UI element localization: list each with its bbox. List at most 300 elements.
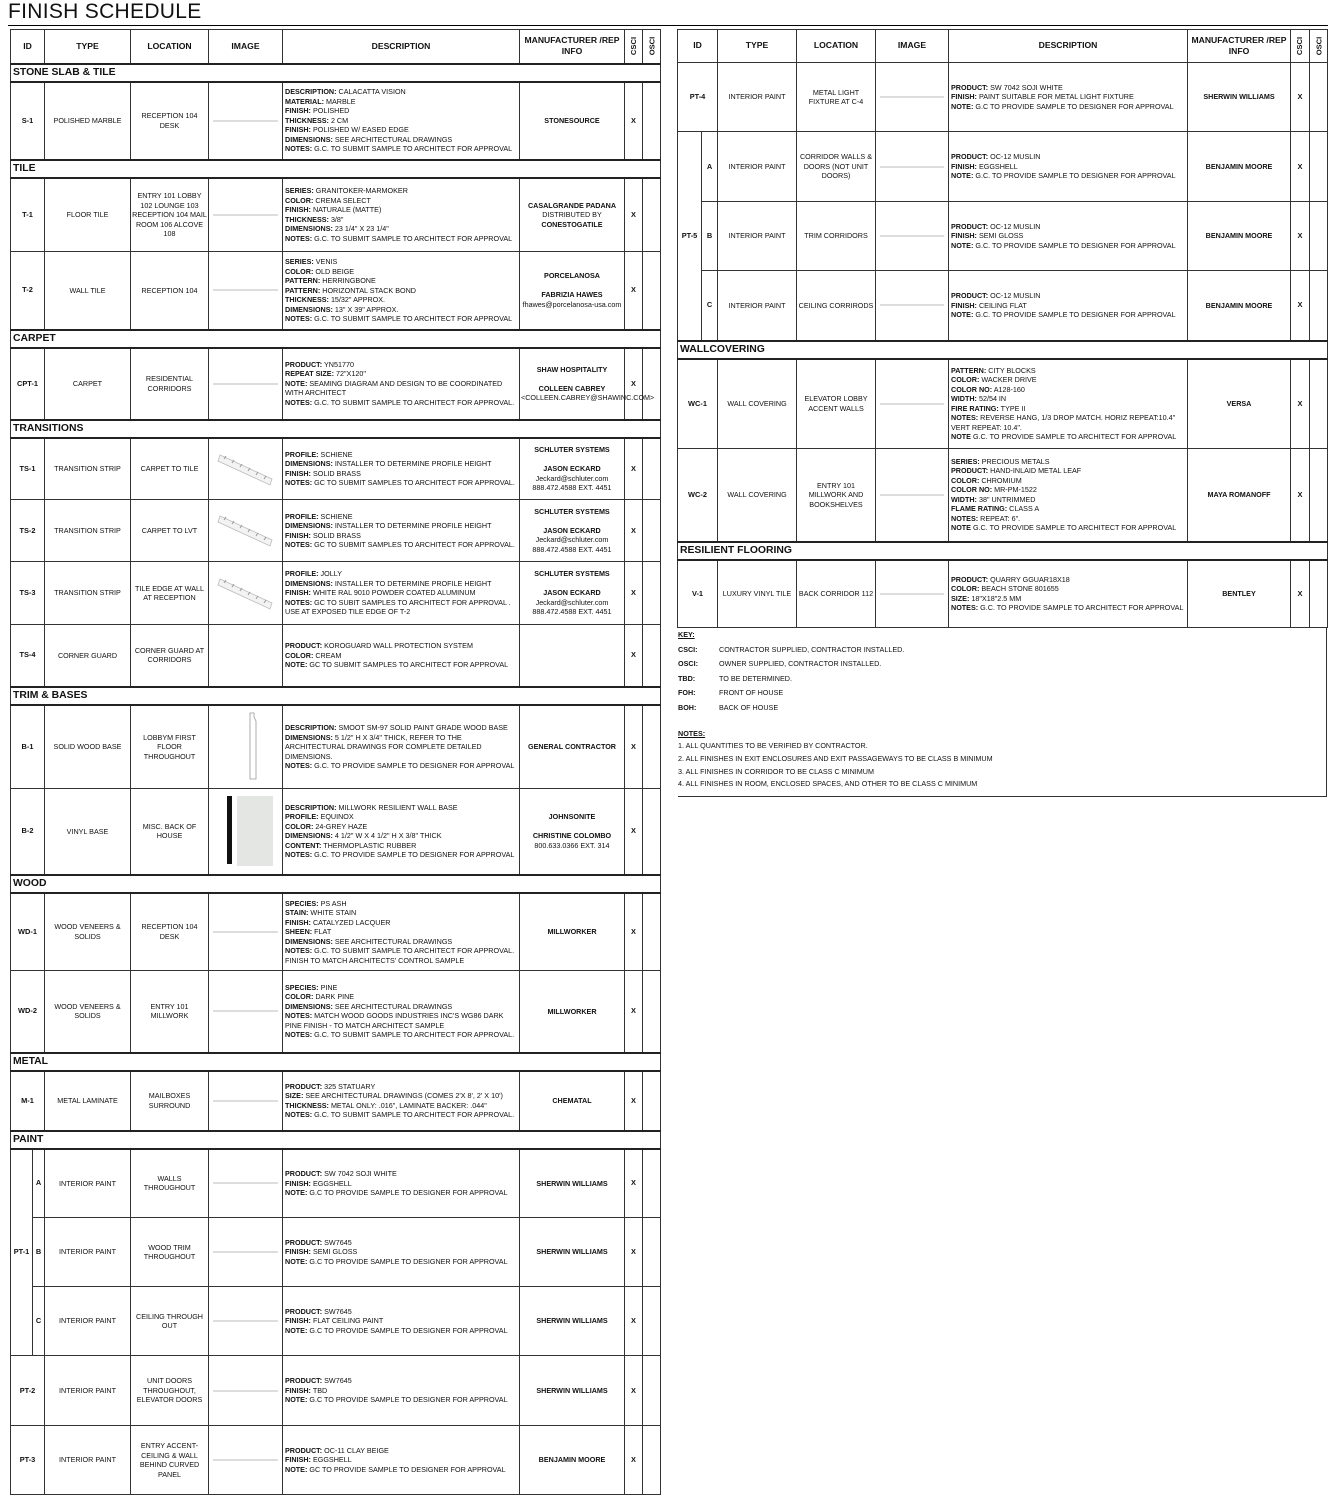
description-key: WIDTH: — [951, 394, 977, 404]
description-key: FINISH: — [285, 1385, 311, 1395]
table-row — [11, 178, 661, 252]
description-line — [285, 512, 518, 522]
description-value: SW7645 — [324, 1306, 352, 1316]
row-osci — [643, 1287, 661, 1356]
description-value: G.C. TO PROVIDE SAMPLE TO DESIGNER FOR APPROVAL — [975, 171, 1176, 181]
description-line — [285, 1101, 518, 1111]
row-type: INTERIOR PAINT — [45, 1356, 131, 1426]
description-value: 4 1/2" W X 4 1/2" H X 3/8" THICK — [334, 831, 442, 841]
description-key: DESCRIPTION: — [285, 87, 337, 97]
row-image — [209, 562, 283, 625]
page-title: FINISH SCHEDULE — [8, 0, 202, 23]
description-value: WACKER DRIVE — [981, 375, 1037, 385]
row-csci: X — [625, 893, 643, 971]
description-value: G.C TO PROVIDE SAMPLE TO DESIGNER FOR APPROVAL — [309, 1325, 508, 1335]
description-value: CHROMIUM — [981, 475, 1022, 485]
description-key: DIMENSIONS: — [285, 459, 333, 469]
vinyl-base-image — [215, 792, 277, 868]
section-label: TRIM & BASES — [11, 687, 661, 705]
header-manufacturer: MANUFACTURER /REP INFO — [1188, 30, 1291, 63]
description-key: DIMENSIONS: — [285, 134, 333, 144]
row-location: CEILING CORRIRODS — [797, 271, 876, 341]
description-line — [951, 366, 1186, 376]
row-type: WOOD VENEERS & SOLIDS — [45, 971, 131, 1053]
city-blocks-swatch — [880, 403, 944, 405]
row-osci — [643, 971, 661, 1053]
row-manufacturer — [520, 252, 625, 330]
description-key: FINISH: — [285, 205, 311, 215]
description-key: NOTES: — [285, 397, 313, 407]
description-value: SEMI GLOSS — [312, 1247, 358, 1257]
beige-paint-swatch — [213, 1459, 278, 1461]
row-osci — [643, 789, 661, 875]
description-line — [951, 485, 1186, 495]
description-line — [285, 569, 518, 579]
description-line — [951, 523, 1186, 533]
description-value: 325 STATUARY — [324, 1081, 376, 1091]
description-value: INSTALLER TO DETERMINE PROFILE HEIGHT — [334, 459, 492, 469]
description-value: DARK PINE — [315, 992, 355, 1002]
table-row — [11, 893, 661, 971]
row-sub-id: A — [702, 132, 718, 202]
note-item: 4. ALL FINISHES IN ROOM, ENCLOSED SPACES, AND OTHER TO BE CLASS C MINIMUM — [678, 779, 978, 789]
row-type: TRANSITION STRIP — [45, 438, 131, 500]
key-row — [678, 657, 1326, 672]
description-line — [285, 215, 518, 225]
description-line — [285, 761, 518, 771]
row-id: PT-5 — [678, 132, 702, 341]
row-osci — [643, 1071, 661, 1131]
description-line — [285, 531, 518, 541]
description-key: PRODUCT: — [285, 1169, 323, 1178]
description-line — [285, 1188, 518, 1198]
row-csci: X — [1291, 132, 1310, 202]
description-key: NOTES: — [285, 850, 313, 860]
manufacturer-line: Jeckard@schluter.com — [535, 535, 609, 545]
description-value: 5 1/2" H X 3/4" THICK, REFER TO THE ARCHITECTURAL DRAWINGS FOR COMPLETE DETAILED DIMENSIONS. — [285, 732, 482, 761]
description-key: THICKNESS: — [285, 1100, 329, 1110]
description-value: G.C. TO PROVIDE SAMPLE TO ARCHITECT FOR APPROVAL — [972, 523, 1177, 533]
row-csci: X — [1291, 560, 1310, 628]
manufacturer-line: BENJAMIN MOORE — [1205, 231, 1273, 241]
row-id: B-2 — [11, 789, 45, 875]
description-line — [285, 1179, 518, 1189]
table-header-row — [678, 30, 1328, 63]
description-value: USE AT EXPOSED TILE EDGE OF T-2 — [285, 607, 411, 617]
row-manufacturer — [1188, 449, 1291, 542]
row-location: CEILING THROUGH OUT — [131, 1287, 209, 1356]
row-location: ENTRY 101 LOBBY 102 LOUNGE 103 RECEPTION 104 MAIL ROOM 106 ALCOVE 108 — [131, 178, 209, 252]
row-id: TS-2 — [11, 500, 45, 562]
description-line — [951, 231, 1186, 241]
section-header — [678, 341, 1328, 359]
row-image — [209, 348, 283, 420]
description-key: PATTERN: — [951, 365, 987, 375]
manufacturer-line — [521, 516, 623, 526]
description-line — [285, 983, 518, 993]
description-value: PAINT SUITABLE FOR METAL LIGHT FIXTURE — [978, 92, 1134, 102]
row-csci: X — [625, 1218, 643, 1287]
manufacturer-line — [521, 822, 623, 832]
row-type: INTERIOR PAINT — [718, 63, 797, 132]
description-line — [285, 106, 518, 116]
description-value: FINISH TO MATCH ARCHITECTS' CONTROL SAMPLE — [285, 955, 465, 965]
description-line — [285, 841, 518, 851]
description-line — [285, 1455, 518, 1465]
manufacturer-line: MILLWORKER — [547, 927, 597, 936]
description-value: G.C. TO PROVIDE SAMPLE TO ARCHITECT FOR APPROVAL — [980, 603, 1184, 613]
description-value: CREMA SELECT — [315, 195, 371, 205]
manufacturer-line: COLLEEN CABREY — [538, 383, 606, 393]
row-image — [209, 625, 283, 687]
description-line — [285, 1307, 518, 1317]
row-csci: X — [1291, 202, 1310, 271]
description-key: PRODUCT: — [951, 221, 989, 231]
row-csci: X — [625, 1287, 643, 1356]
description-value: POLISHED W/ EASED EDGE — [312, 125, 409, 135]
description-line — [951, 102, 1186, 112]
note-item: 3. ALL FINISHES IN CORRIDOR TO BE CLASS C MINIMUM — [678, 766, 874, 776]
section-label: CARPET — [11, 330, 661, 348]
section-header — [11, 64, 661, 82]
description-line — [951, 83, 1186, 93]
description-line — [951, 495, 1186, 505]
description-key: NOTE: — [285, 1464, 308, 1474]
description-value: INSTALLER TO DETERMINE PROFILE HEIGHT — [334, 578, 492, 588]
row-location: ELEVATOR LOBBY ACCENT WALLS — [797, 359, 876, 449]
row-manufacturer — [1188, 202, 1291, 271]
description-value: 24-GREY HAZE — [315, 821, 368, 831]
description-key: NOTES: — [285, 478, 313, 488]
row-id: T-2 — [11, 252, 45, 330]
row-location: RECEPTION 104 DESK — [131, 893, 209, 971]
row-osci — [643, 500, 661, 562]
description-value: GRANITOKER-MARMOKER — [315, 186, 408, 196]
laminate-swatch — [213, 1100, 278, 1102]
table-row — [11, 500, 661, 562]
description-value: A128-160 — [993, 384, 1025, 394]
description-key: COLOR: — [951, 475, 980, 485]
row-manufacturer — [1188, 63, 1291, 132]
description-value: HORIZONTAL STACK BOND — [322, 285, 416, 295]
description-line — [285, 196, 518, 206]
description-line — [951, 514, 1186, 524]
description-key: NOTES: — [951, 413, 979, 423]
table-row — [11, 562, 661, 625]
description-key: DIMENSIONS: — [285, 578, 333, 588]
row-id: TS-3 — [11, 562, 45, 625]
description-line — [285, 641, 518, 651]
description-line — [285, 234, 518, 244]
description-value: SEMI GLOSS — [978, 231, 1024, 241]
description-key: SERIES: — [951, 456, 980, 466]
description-line — [285, 1326, 518, 1336]
header-csci-label: CSCI — [1295, 36, 1305, 56]
manufacturer-line: GENERAL CONTRACTOR — [528, 742, 616, 751]
row-description — [283, 1287, 520, 1356]
description-value: FLAT CEILING PAINT — [312, 1316, 384, 1326]
section-header — [11, 420, 661, 438]
description-value: 23 1/4" X 23 1/4" — [334, 224, 389, 234]
description-value: 38" UNTRIMMED — [978, 494, 1036, 504]
row-location: METAL LIGHT FIXTURE AT C-4 — [797, 63, 876, 132]
row-id: PT-3 — [11, 1426, 45, 1495]
row-manufacturer — [1188, 560, 1291, 628]
description-value: MR-PM-1522 — [994, 485, 1037, 495]
description-key: MATERIAL: — [285, 96, 324, 106]
row-manufacturer — [520, 1071, 625, 1131]
description-value: G.C. TO PROVIDE SAMPLE TO DESIGNER FOR APPROVAL — [314, 761, 515, 770]
description-key: PRODUCT: — [285, 1081, 323, 1091]
manufacturer-line: SHERWIN WILLIAMS — [536, 1316, 608, 1326]
description-line — [285, 850, 518, 860]
row-osci — [643, 178, 661, 252]
description-key: SPECIES: — [285, 898, 319, 908]
header-image: IMAGE — [876, 30, 949, 63]
description-value: G.C. TO PROVIDE SAMPLE TO DESIGNER FOR APPROVAL — [314, 850, 515, 860]
description-value: SW7645 — [324, 1237, 352, 1247]
row-description — [949, 132, 1188, 202]
description-line — [285, 1082, 518, 1092]
description-line — [285, 723, 518, 733]
description-key: PROFILE: — [285, 511, 319, 521]
description-line — [285, 607, 518, 617]
row-description — [283, 789, 520, 875]
manufacturer-line: BENJAMIN MOORE — [1205, 161, 1273, 171]
row-type: TRANSITION STRIP — [45, 562, 131, 625]
manufacturer-line: 888.472.4588 EXT. 4451 — [532, 544, 612, 554]
description-key: NOTE — [951, 432, 971, 442]
row-manufacturer — [520, 1356, 625, 1426]
finish-schedule-left-table — [10, 29, 661, 1495]
white-paint-swatch — [213, 1182, 278, 1184]
row-osci — [643, 1218, 661, 1287]
description-value: PRECIOUS METALS — [981, 456, 1050, 466]
header-csci — [1291, 30, 1310, 63]
key-list — [678, 642, 1326, 715]
description-key: STAIN: — [285, 908, 309, 917]
manufacturer-line: JASON ECKARD — [543, 588, 601, 598]
table-row — [678, 271, 1328, 341]
description-key: REPEAT SIZE: — [285, 369, 334, 379]
row-image — [209, 500, 283, 562]
description-line — [285, 651, 518, 661]
row-type: INTERIOR PAINT — [718, 271, 797, 341]
row-type: WALL COVERING — [718, 359, 797, 449]
description-key: PRODUCT: — [951, 291, 989, 300]
description-key: NOTES: — [285, 761, 313, 770]
description-value: JOLLY — [320, 569, 342, 579]
description-line — [285, 257, 518, 267]
manufacturer-line: BENJAMIN MOORE — [1205, 300, 1273, 310]
description-value: THERMOPLASTIC RUBBER — [323, 840, 417, 850]
description-key: COLOR NO: — [951, 485, 993, 495]
key-code: CSCI: — [678, 644, 698, 654]
row-type: INTERIOR PAINT — [45, 1287, 131, 1356]
row-description — [949, 271, 1188, 341]
description-line — [285, 1446, 518, 1456]
description-line — [285, 899, 518, 909]
description-key: SPECIES: — [285, 982, 319, 992]
row-osci — [1310, 271, 1328, 341]
manufacturer-line: JASON ECKARD — [543, 525, 601, 535]
table-row — [11, 82, 661, 160]
description-value: MATCH WOOD GOODS INDUSTRIES INC'S WG86 DARK PINE FINISH - TO MATCH ARCHITECT SAMPLE — [285, 1011, 504, 1030]
description-value: 72"X120" — [336, 369, 366, 379]
row-manufacturer — [520, 789, 625, 875]
table-row — [11, 1218, 661, 1287]
description-value: TYPE II — [1000, 403, 1026, 413]
description-line — [285, 97, 518, 107]
description-line — [951, 404, 1186, 414]
description-key: THICKNESS: — [285, 214, 329, 224]
description-value: WHITE RAL 9010 POWDER COATED ALUMINUM — [312, 588, 476, 598]
description-line — [285, 1395, 518, 1405]
description-key: FINISH: — [285, 1455, 311, 1465]
section-header — [11, 687, 661, 705]
description-line — [951, 92, 1186, 102]
table-row — [11, 1426, 661, 1495]
row-image — [209, 789, 283, 875]
description-key: NOTE: — [285, 660, 308, 669]
description-key: NOTES: — [285, 233, 313, 243]
description-key: PATTERN: — [285, 276, 321, 285]
description-line — [285, 822, 518, 832]
row-osci — [643, 893, 661, 971]
row-image — [209, 1356, 283, 1426]
description-key: FINISH: — [285, 1316, 311, 1326]
manufacturer-line: JOHNSONITE — [548, 812, 596, 822]
description-line — [285, 469, 518, 479]
row-id: M-1 — [11, 1071, 45, 1131]
manufacturer-line — [521, 455, 623, 465]
description-key: PRODUCT: — [285, 359, 323, 369]
row-csci: X — [625, 348, 643, 420]
row-manufacturer — [520, 562, 625, 625]
description-key: SERIES: — [285, 186, 314, 196]
description-key: PRODUCT: — [951, 82, 989, 92]
table-row — [11, 438, 661, 500]
description-key: NOTES: — [951, 513, 979, 523]
description-line — [285, 205, 518, 215]
description-key: COLOR: — [951, 584, 980, 594]
manufacturer-line: CHEMATAL — [552, 1095, 592, 1105]
description-line — [285, 1247, 518, 1257]
header-csci-label: CSCI — [629, 37, 639, 56]
row-location: WALLS THROUGHOUT — [131, 1149, 209, 1218]
description-key: DIMENSIONS: — [285, 936, 333, 946]
row-location: LOBBYM FIRST FLOOR THROUGHOUT — [131, 705, 209, 789]
description-line — [951, 457, 1186, 467]
description-line — [951, 603, 1186, 613]
header-location: LOCATION — [797, 30, 876, 63]
description-line — [285, 116, 518, 126]
row-image — [876, 449, 949, 542]
notes-list — [678, 740, 1326, 791]
section-header — [678, 542, 1328, 560]
section-header — [11, 160, 661, 178]
manufacturer-line: Jeckard@schluter.com — [535, 473, 609, 483]
manufacturer-line — [521, 651, 623, 661]
description-key: COLOR NO: — [951, 384, 993, 394]
manufacturer-line: SCHLUTER SYSTEMS — [534, 506, 610, 516]
description-line — [285, 379, 518, 398]
description-value: GC TO SUBMIT SAMPLES TO ARCHITECT FOR APPROVAL — [309, 660, 509, 669]
description-line — [285, 946, 518, 956]
description-line — [285, 1091, 518, 1101]
description-value: SEE ARCHITECTURAL DRAWINGS (COMES 2'X 8', 2' X 10') — [305, 1091, 503, 1100]
row-description — [949, 560, 1188, 628]
description-value: QUARRY GGUAR18X18 — [990, 574, 1070, 584]
row-id: WC-2 — [678, 449, 718, 542]
description-value: EGGSHELL — [978, 161, 1018, 171]
description-value: OLD BEIGE — [315, 266, 355, 276]
table-row — [678, 449, 1328, 542]
row-csci: X — [625, 178, 643, 252]
row-type: WOOD VENEERS & SOLIDS — [45, 893, 131, 971]
row-location: RESIDENTIAL CORRIDORS — [131, 348, 209, 420]
description-line — [951, 504, 1186, 514]
description-key: COLOR: — [285, 195, 314, 205]
manufacturer-line: CHRISTINE COLOMBO — [532, 831, 612, 841]
manufacturer-line — [521, 281, 623, 291]
row-csci: X — [625, 971, 643, 1053]
description-key: DIMENSIONS: — [285, 521, 333, 530]
description-line — [285, 1011, 518, 1030]
row-description — [283, 178, 520, 252]
finish-schedule-right-table — [677, 29, 1328, 628]
table-row — [678, 132, 1328, 202]
description-line — [951, 375, 1186, 385]
header-manufacturer: MANUFACTURER /REP INFO — [520, 30, 625, 64]
row-id: V-1 — [678, 560, 718, 628]
description-line — [951, 171, 1186, 181]
row-description — [283, 252, 520, 330]
description-line — [285, 1257, 518, 1267]
ash-wood-swatch — [213, 931, 278, 933]
row-osci — [643, 348, 661, 420]
description-line — [285, 812, 518, 822]
beige-tile-swatch-swatch — [213, 214, 278, 216]
row-image — [209, 1426, 283, 1495]
description-value: SEE ARCHITECTURAL DRAWINGS — [334, 134, 453, 144]
description-key: DIMENSIONS: — [285, 732, 333, 742]
table-row — [11, 1071, 661, 1131]
description-value: CATALYZED LACQUER — [312, 917, 391, 927]
row-id: PT-1 — [11, 1149, 33, 1356]
notes-heading: NOTES: — [678, 728, 706, 738]
header-id: ID — [678, 30, 718, 63]
description-value: G.C TO PROVIDE SAMPLE TO DESIGNER FOR APPROVAL — [309, 1256, 508, 1266]
row-osci — [643, 82, 661, 160]
row-type: INTERIOR PAINT — [45, 1149, 131, 1218]
description-key: THICKNESS: — [285, 295, 329, 304]
row-image — [209, 82, 283, 160]
row-type: FLOOR TILE — [45, 178, 131, 252]
description-key: PRODUCT: — [285, 1306, 323, 1316]
vinyl-tile-swatch — [880, 593, 944, 595]
row-description — [283, 562, 520, 625]
description-key: WIDTH: — [951, 494, 977, 504]
table-row — [11, 348, 661, 420]
row-csci: X — [1291, 63, 1310, 132]
row-osci — [1310, 202, 1328, 271]
description-key: NOTE: — [285, 1395, 308, 1405]
transition-profile-image — [216, 504, 276, 554]
description-value: G.C. TO SUBMIT SAMPLE TO ARCHITECT FOR APPROVAL. — [314, 946, 515, 955]
description-key: COLOR: — [285, 650, 314, 660]
description-key: PROFILE: — [285, 449, 319, 459]
